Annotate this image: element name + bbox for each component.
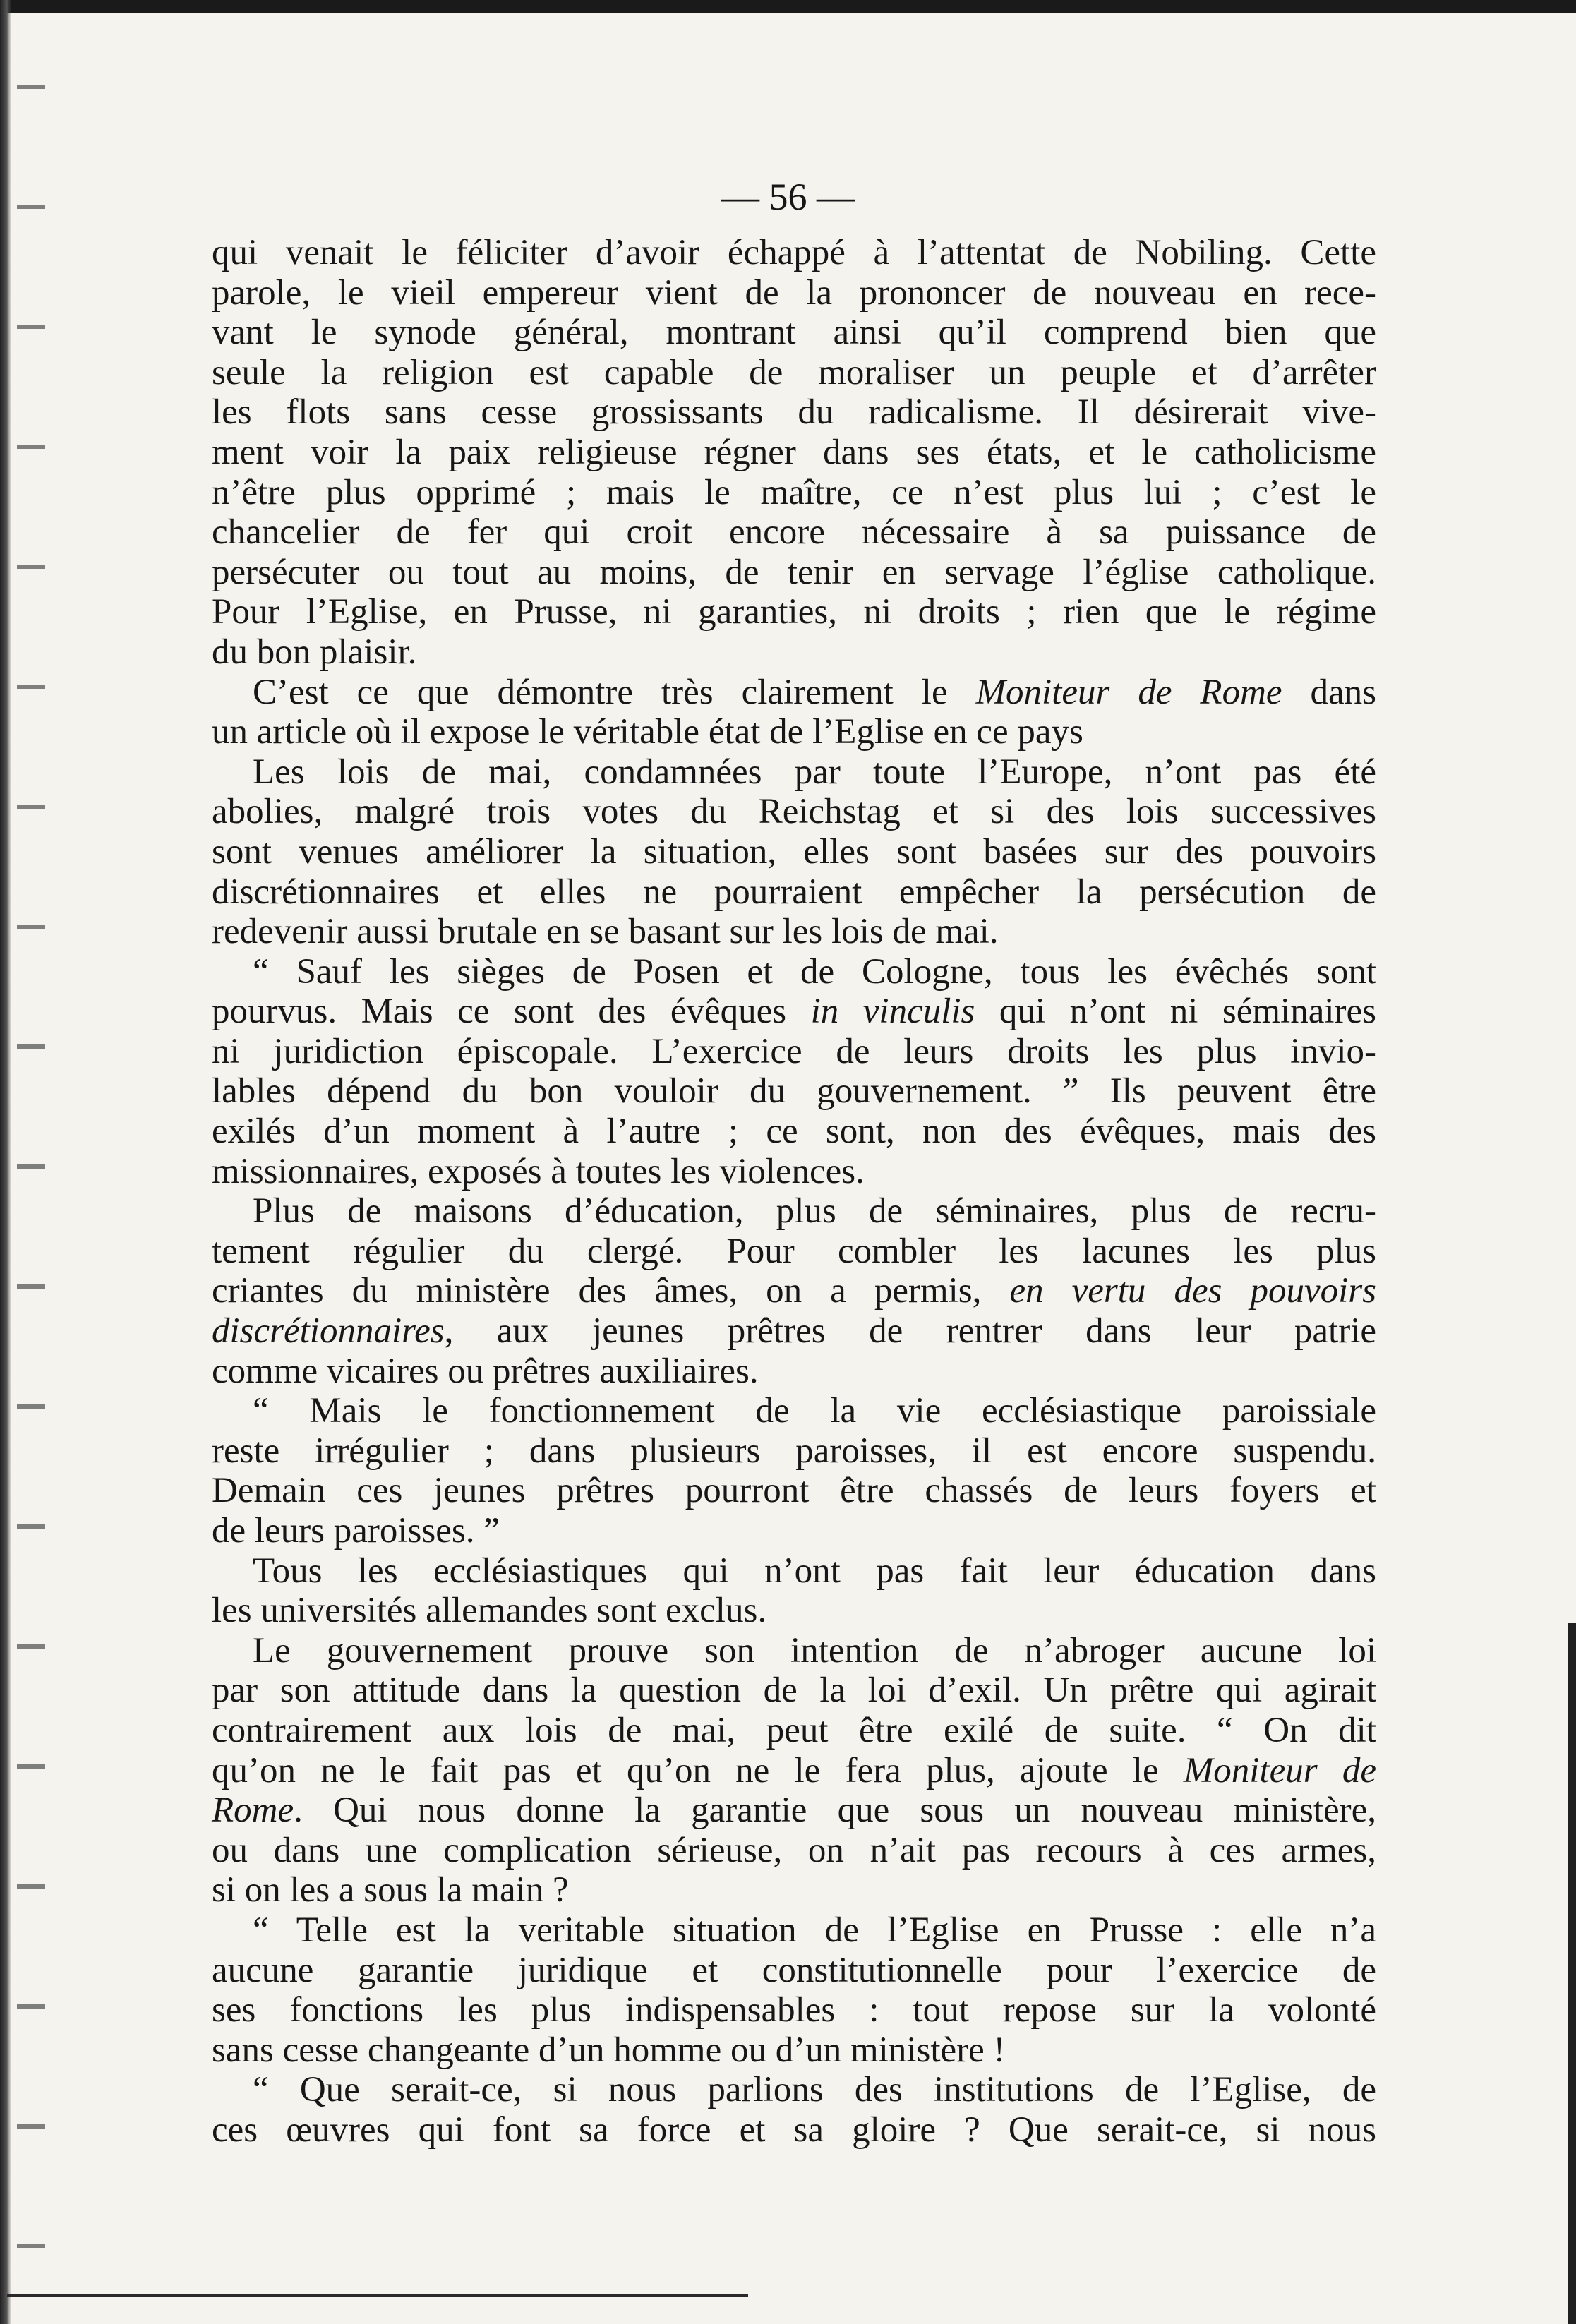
text-line bbox=[212, 313, 1376, 353]
text-line-content: qui venait le féliciter d’avoir échappé à l’attentat de Nobiling. Cette bbox=[212, 233, 1376, 272]
text-line-content: les universités allemandes sont exclus. bbox=[212, 1591, 767, 1631]
text-line bbox=[212, 1271, 1376, 1311]
text-line bbox=[212, 392, 1376, 433]
text-line-content: missionnaires, exposés à toutes les violences. bbox=[212, 1151, 865, 1191]
text-line bbox=[212, 1232, 1376, 1272]
scan-top-border bbox=[0, 0, 1576, 13]
text-line-content: “ Sauf les sièges de Posen et de Cologne, tous les évêchés sont bbox=[253, 951, 1376, 992]
scan-binding-edge bbox=[0, 0, 11, 2324]
text-line bbox=[212, 1551, 1376, 1591]
text-line bbox=[212, 632, 1376, 673]
text-line-content: si on les a sous la main ? bbox=[212, 1870, 569, 1910]
text-line-content: qu’on ne le fait pas et qu’on ne le fera plus, ajoute le bbox=[212, 1750, 1184, 1790]
italic-title: discrétionnaires bbox=[212, 1311, 445, 1351]
scan-right-border bbox=[1568, 1623, 1576, 2324]
text-line bbox=[212, 2110, 1376, 2150]
text-line-content: un article où il expose le véritable état de l’Eglise en ce pays bbox=[212, 712, 1083, 752]
text-line bbox=[212, 712, 1376, 752]
text-line-continuation: qui n’ont ni séminaires bbox=[975, 992, 1376, 1032]
text-line-continuation: , aux jeunes prêtres de rentrer dans leur patrie bbox=[444, 1311, 1376, 1351]
text-line-content: criantes du ministère des âmes, on a permis, bbox=[212, 1271, 1010, 1311]
text-line-content: vant le synode général, montrant ainsi qu’il comprend bien que bbox=[212, 313, 1376, 353]
text-line bbox=[212, 1711, 1376, 1751]
text-line-content: C’est ce que démontre très clairement le bbox=[253, 672, 976, 712]
text-line bbox=[212, 992, 1376, 1032]
text-line bbox=[212, 512, 1376, 553]
text-line-content: abolies, malgré trois votes du Reichstag et si des lois successives bbox=[212, 792, 1376, 832]
text-line bbox=[212, 1351, 1376, 1392]
text-line-content: redevenir aussi brutale en se basant sur les lois de mai. bbox=[212, 912, 999, 952]
text-line-content: ment voir la paix religieuse régner dans ses états, et le catholicisme bbox=[212, 432, 1376, 472]
text-line bbox=[212, 2070, 1376, 2110]
text-line-content: contrairement aux lois de mai, peut être exilé de suite. “ On dit bbox=[212, 1710, 1376, 1750]
text-line bbox=[212, 473, 1376, 513]
text-line-content: discrétionnaires et elles ne pourraient empêcher la persécution de bbox=[212, 872, 1376, 912]
text-line-content: du bon plaisir. bbox=[212, 632, 417, 672]
text-line-content: “ Que serait-ce, si nous parlions des institutions de l’Eglise, de bbox=[253, 2070, 1376, 2110]
text-line bbox=[212, 1591, 1376, 1631]
text-line-content: Les lois de mai, condamnées par toute l’Europe, n’ont pas été bbox=[253, 752, 1376, 792]
scan-edge-specks bbox=[17, 21, 45, 2280]
text-line bbox=[212, 952, 1376, 992]
body-text bbox=[212, 233, 1376, 2150]
text-line bbox=[212, 1990, 1376, 2030]
text-line bbox=[212, 1751, 1376, 1791]
text-line bbox=[212, 273, 1376, 313]
text-line bbox=[212, 1191, 1376, 1232]
text-line-content: sont venues améliorer la situation, elles sont basées sur des pouvoirs bbox=[212, 831, 1376, 872]
text-line-content: les flots sans cesse grossissants du radicalisme. Il désirerait vive- bbox=[212, 392, 1376, 433]
text-line bbox=[212, 792, 1376, 832]
text-line bbox=[212, 592, 1376, 632]
text-line bbox=[212, 1670, 1376, 1711]
text-line bbox=[212, 1511, 1376, 1551]
text-line-content: aucune garantie juridique et constitutionnelle pour l’exercice de bbox=[212, 1950, 1376, 1990]
text-line bbox=[212, 1032, 1376, 1072]
text-line bbox=[212, 233, 1376, 273]
text-line-content: ni juridiction épiscopale. L’exercice de leurs droits les plus invio- bbox=[212, 1031, 1376, 1071]
text-line-content: Demain ces jeunes prêtres pourront être chassés de leurs foyers et bbox=[212, 1471, 1376, 1511]
text-line-content: exilés d’un moment à l’autre ; ce sont, non des évêques, mais des bbox=[212, 1112, 1376, 1152]
text-line bbox=[212, 1631, 1376, 1671]
text-line bbox=[212, 1471, 1376, 1511]
text-line bbox=[212, 433, 1376, 473]
text-line-content: ses fonctions les plus indispensables : tout repose sur la volonté bbox=[212, 1990, 1376, 2030]
text-line-content: “ Telle est la veritable situation de l’Eglise en Prusse : elle n’a bbox=[253, 1910, 1376, 1950]
text-line-content: parole, le vieil empereur vient de la prononcer de nouveau en rece- bbox=[212, 272, 1376, 313]
italic-title: Rome bbox=[212, 1790, 294, 1831]
text-line bbox=[212, 1831, 1376, 1871]
text-line bbox=[212, 1910, 1376, 1951]
text-line-content: lables dépend du bon vouloir du gouvernement. ” Ils peuvent être bbox=[212, 1071, 1376, 1112]
text-line-content: chancelier de fer qui croit encore nécessaire à sa puissance de bbox=[212, 512, 1376, 553]
text-line bbox=[212, 1071, 1376, 1112]
text-line bbox=[212, 1431, 1376, 1471]
text-line bbox=[212, 1870, 1376, 1910]
text-line-content: Pour l’Eglise, en Prusse, ni garanties, ni droits ; rien que le régime bbox=[212, 592, 1376, 632]
text-line bbox=[212, 1790, 1376, 1831]
italic-title: en vertu des pouvoirs bbox=[1009, 1271, 1376, 1311]
text-line-content: persécuter ou tout au moins, de tenir en servage l’église catholique. bbox=[212, 552, 1376, 592]
text-line bbox=[212, 1391, 1376, 1431]
text-line bbox=[212, 1311, 1376, 1351]
text-line-content: Plus de maisons d’éducation, plus de séminaires, plus de recru- bbox=[253, 1191, 1376, 1232]
footer-rule bbox=[7, 2294, 748, 2297]
text-line-content: seule la religion est capable de moraliser un peuple et d’arrêter bbox=[212, 352, 1376, 392]
text-line-content: ces œuvres qui font sa force et sa gloire ? Que serait-ce, si nous bbox=[212, 2109, 1376, 2150]
text-line-content: tement régulier du clergé. Pour combler les lacunes les plus bbox=[212, 1231, 1376, 1271]
text-line bbox=[212, 553, 1376, 593]
italic-title: Moniteur de Rome bbox=[975, 672, 1282, 712]
text-line-content: sans cesse changeante d’un homme ou d’un ministère ! bbox=[212, 2030, 1006, 2070]
text-line bbox=[212, 1112, 1376, 1152]
text-line bbox=[212, 872, 1376, 913]
text-line-content: reste irrégulier ; dans plusieurs paroisses, il est encore suspendu. bbox=[212, 1431, 1376, 1471]
text-line bbox=[212, 752, 1376, 793]
text-line-content: Tous les ecclésiastiques qui n’ont pas fait leur éducation dans bbox=[253, 1551, 1376, 1591]
italic-title: Moniteur de bbox=[1183, 1750, 1376, 1790]
text-line bbox=[212, 832, 1376, 872]
text-line-content: Le gouvernement prouve son intention de n’abroger aucune loi bbox=[253, 1630, 1376, 1670]
text-line bbox=[212, 353, 1376, 393]
text-line-content: “ Mais le fonctionnement de la vie ecclésiastique paroissiale bbox=[253, 1391, 1376, 1431]
text-line-content: comme vicaires ou prêtres auxiliaires. bbox=[212, 1351, 759, 1391]
text-line-content: ou dans une complication sérieuse, on n’ait pas recours à ces armes, bbox=[212, 1830, 1376, 1870]
text-line bbox=[212, 673, 1376, 713]
page-number: — 56 — bbox=[721, 176, 855, 218]
text-line-content: pourvus. Mais ce sont des évêques bbox=[212, 992, 811, 1032]
text-line-continuation: dans bbox=[1282, 672, 1377, 712]
text-line-continuation: . Qui nous donne la garantie que sous un nouveau ministère, bbox=[294, 1790, 1376, 1831]
text-line-content: de leurs paroisses. ” bbox=[212, 1511, 500, 1551]
text-line bbox=[212, 912, 1376, 952]
text-line bbox=[212, 1152, 1376, 1192]
text-line bbox=[212, 2030, 1376, 2071]
text-line bbox=[212, 1951, 1376, 1991]
text-line-content: n’être plus opprimé ; mais le maître, ce n’est plus lui ; c’est le bbox=[212, 472, 1376, 512]
text-line-content: par son attitude dans la question de la loi d’exil. Un prêtre qui agirait bbox=[212, 1670, 1376, 1711]
italic-title: in vinculis bbox=[810, 992, 975, 1032]
